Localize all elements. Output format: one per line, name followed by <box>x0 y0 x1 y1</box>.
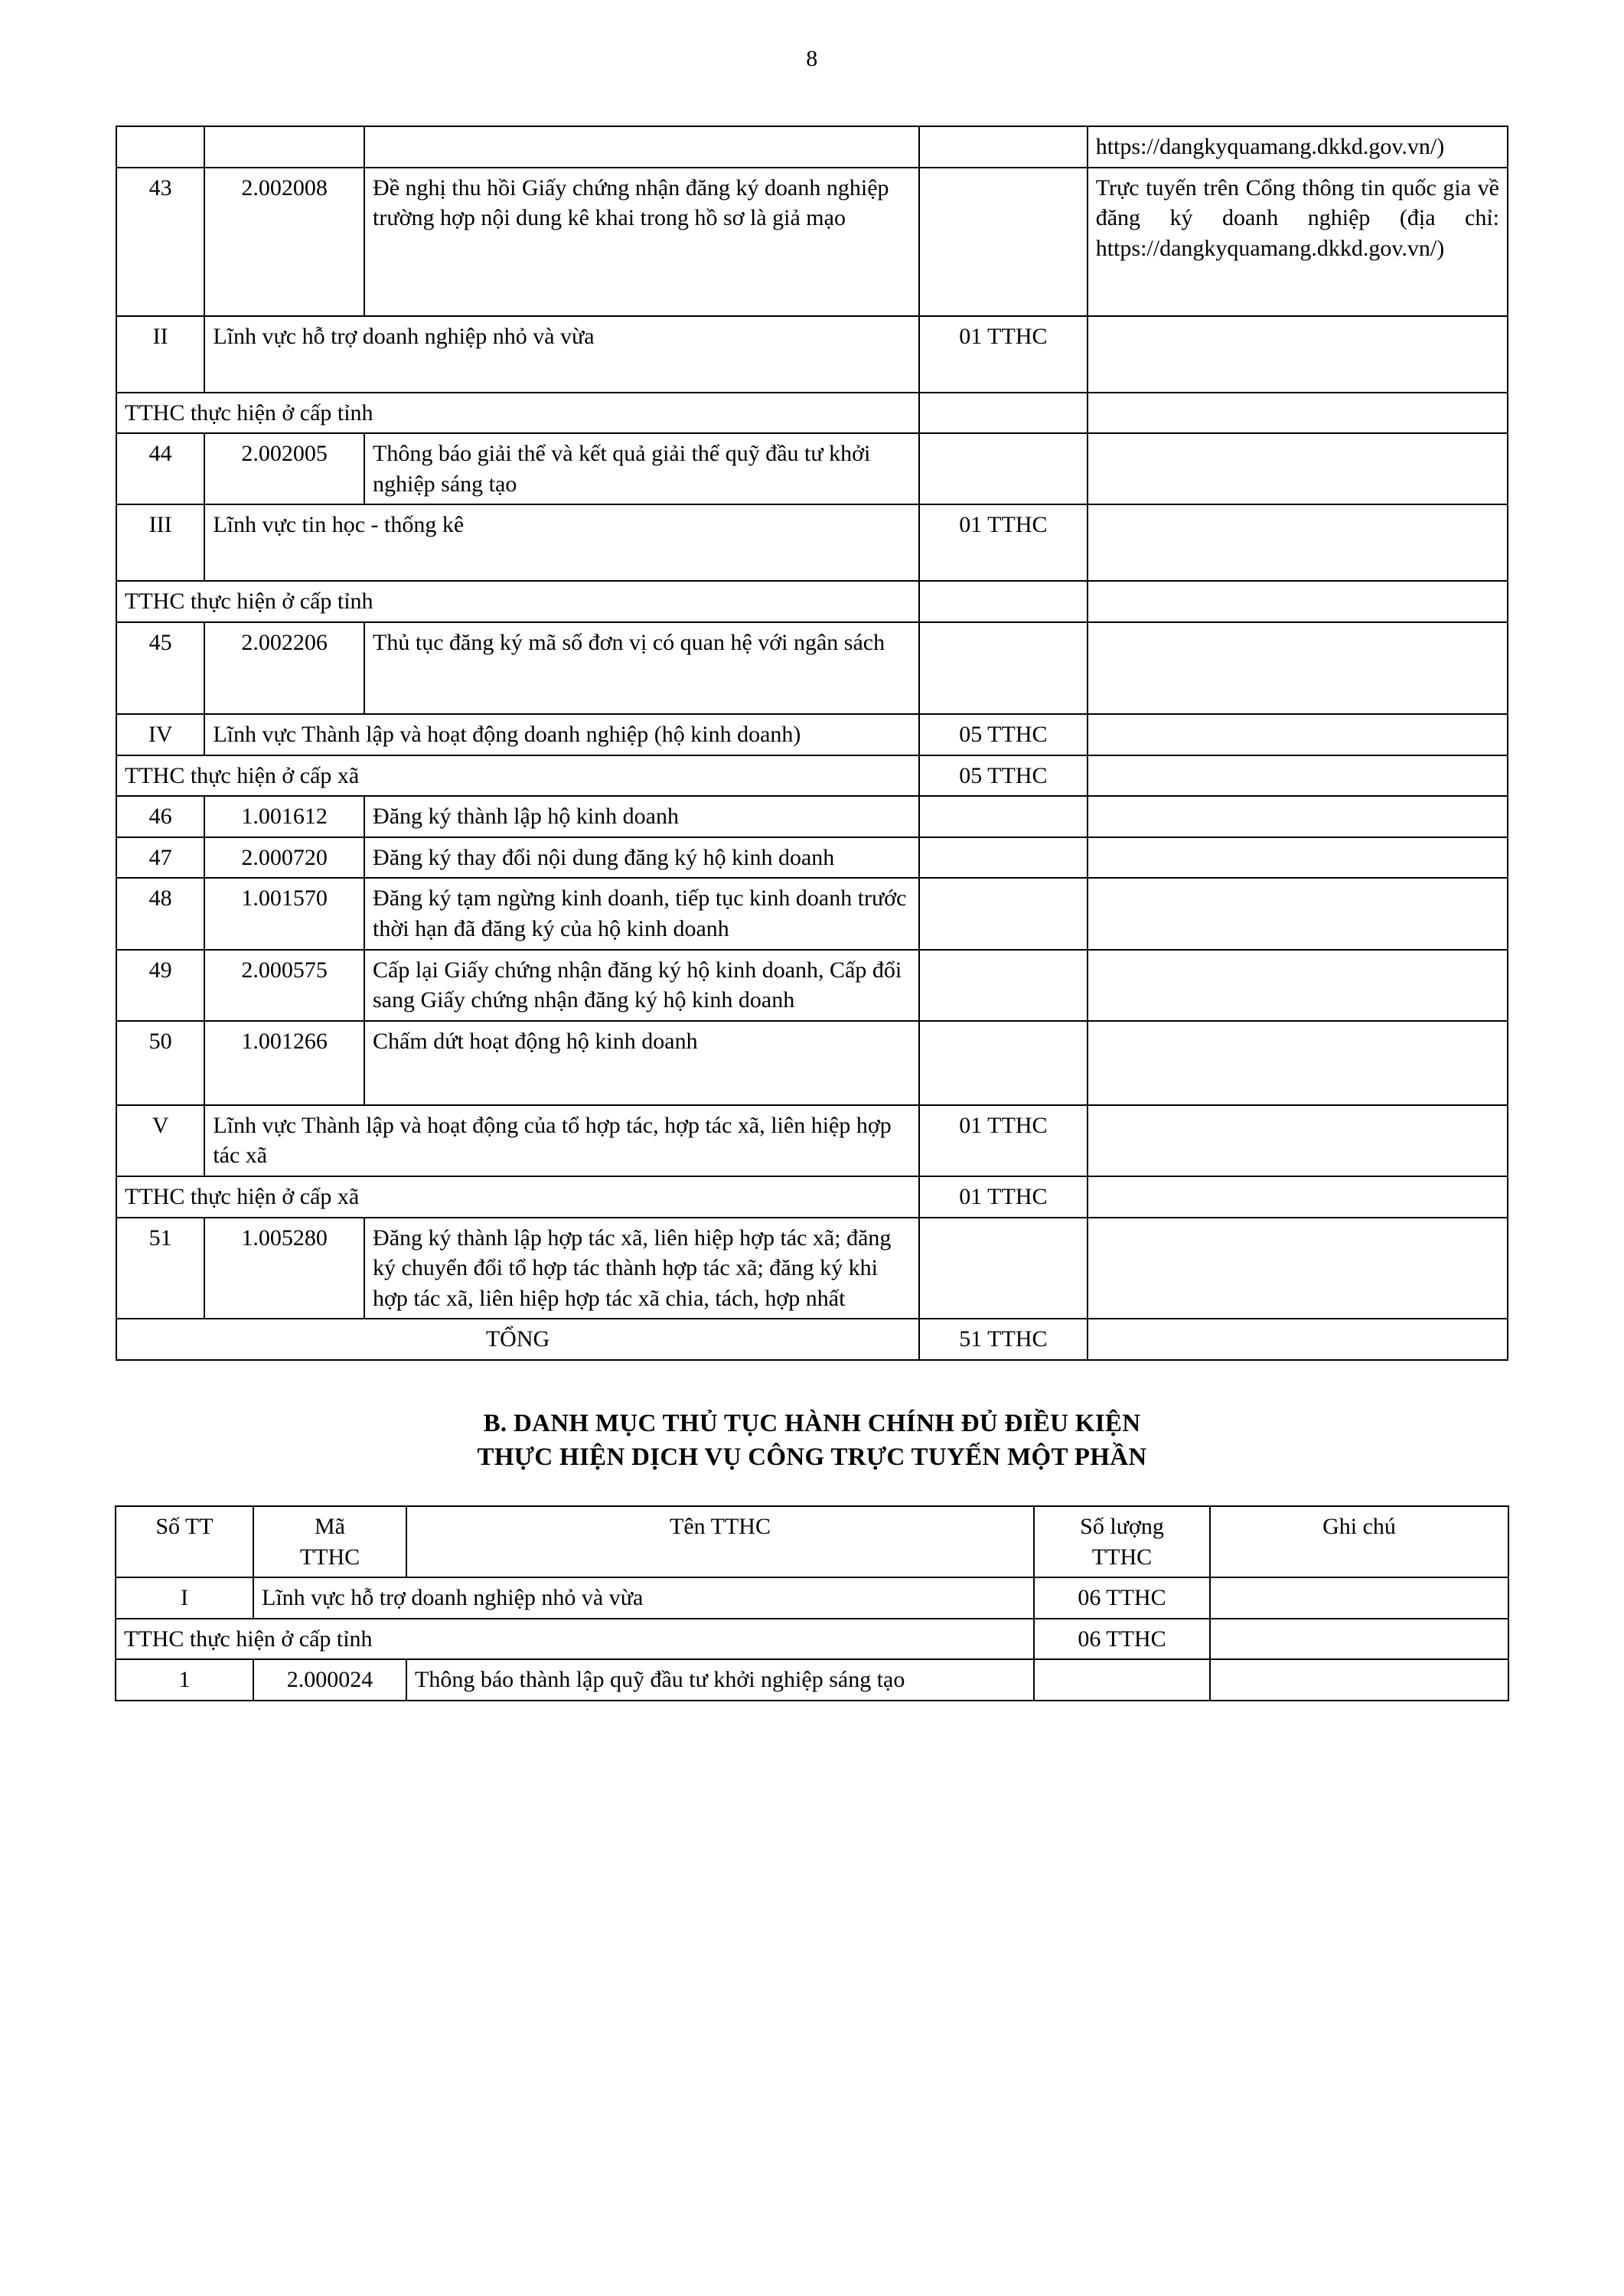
header-soluong-line2: TTHC <box>1091 1544 1153 1570</box>
table-row-level <box>116 1619 1508 1660</box>
cell-soluong <box>919 950 1088 1021</box>
header-soluong-line1: Số lượng <box>1080 1513 1164 1539</box>
cell-ten: Lĩnh vực Thành lập và hoạt động của tổ hợp tác, hợp tác xã, liên hiệp hợp tác xã <box>204 1105 919 1176</box>
cell-ghichu <box>1088 878 1508 949</box>
cell-ten: Đăng ký thành lập hợp tác xã, liên hiệp hợp tác xã; đăng ký chuyển đổi tổ hợp tác thành hợp tác xã; đăng ký khi hợp tác xã, liên hiệp hợp tác xã chia, tách, hợp nhất <box>364 1218 919 1319</box>
cell-stt: 1 <box>116 1659 253 1701</box>
table-row-section <box>116 1577 1508 1619</box>
cell-soluong <box>919 433 1088 504</box>
cell-ten: Lĩnh vực tin học - thống kê <box>204 504 919 581</box>
cell-ten: TTHC thực hiện ở cấp tỉnh <box>116 1619 1034 1660</box>
header-soluong <box>1034 1506 1210 1577</box>
cell-soluong <box>919 1021 1088 1105</box>
table-row <box>116 126 1508 168</box>
header-ten: Tên TTHC <box>406 1506 1034 1577</box>
cell-ma: 2.002008 <box>204 168 364 316</box>
header-ghichu: Ghi chú <box>1210 1506 1508 1577</box>
cell-ten: Thủ tục đăng ký mã số đơn vị có quan hệ với ngân sách <box>364 622 919 714</box>
page-number: 8 <box>806 46 818 71</box>
section-b-title <box>115 1407 1509 1475</box>
cell-soluong: 06 TTHC <box>1034 1619 1210 1660</box>
cell-ghichu <box>1088 433 1508 504</box>
cell-soluong <box>919 796 1088 837</box>
header-ma-line1: Mã <box>315 1513 345 1539</box>
cell-stt: 43 <box>116 168 204 316</box>
cell-ten: TTHC thực hiện ở cấp tỉnh <box>116 581 919 622</box>
header-ma-line2: TTHC <box>299 1544 360 1570</box>
cell-stt: 49 <box>116 950 204 1021</box>
cell-ten: Đăng ký thành lập hộ kinh doanh <box>364 796 919 837</box>
cell-soluong <box>919 168 1088 316</box>
table-row <box>116 622 1508 714</box>
cell-ma: 2.002005 <box>204 433 364 504</box>
cell-stt: 50 <box>116 1021 204 1105</box>
cell-ghichu <box>1088 1218 1508 1319</box>
cell-ten: TTHC thực hiện ở cấp xã <box>116 755 919 797</box>
cell-soluong: 05 TTHC <box>919 755 1088 797</box>
cell-ma: 1.005280 <box>204 1218 364 1319</box>
cell-ghichu <box>1088 796 1508 837</box>
cell-ghichu: Trực tuyến trên Cổng thông tin quốc gia về đăng ký doanh nghiệp (địa chỉ: https://dangkyquamang.dkkd.gov.vn/) <box>1088 168 1508 316</box>
cell-ma: 2.000024 <box>253 1659 406 1701</box>
table-row <box>116 433 1508 504</box>
cell-soluong: 01 TTHC <box>919 1176 1088 1218</box>
cell-ghichu <box>1088 504 1508 581</box>
table-row-level <box>116 755 1508 797</box>
cell-soluong: 06 TTHC <box>1034 1577 1210 1619</box>
cell-soluong <box>919 837 1088 879</box>
cell-total-value: 51 TTHC <box>919 1319 1088 1360</box>
cell-ten: Chấm dứt hoạt động hộ kinh doanh <box>364 1021 919 1105</box>
cell-stt: II <box>116 316 204 393</box>
cell-stt: 46 <box>116 796 204 837</box>
cell-ten: Đăng ký tạm ngừng kinh doanh, tiếp tục kinh doanh trước thời hạn đã đăng ký của hộ kinh doanh <box>364 878 919 949</box>
cell-stt <box>116 126 204 168</box>
cell-ghichu <box>1088 1105 1508 1176</box>
cell-soluong: 05 TTHC <box>919 714 1088 755</box>
table-row-level <box>116 581 1508 622</box>
cell-stt: 45 <box>116 622 204 714</box>
cell-stt: III <box>116 504 204 581</box>
cell-ten: Đăng ký thay đổi nội dung đăng ký hộ kinh doanh <box>364 837 919 879</box>
table-row-level <box>116 393 1508 434</box>
cell-stt: IV <box>116 714 204 755</box>
table-row-level <box>116 1176 1508 1218</box>
table-row <box>116 168 1508 316</box>
cell-ghichu <box>1088 755 1508 797</box>
cell-stt: 47 <box>116 837 204 879</box>
cell-soluong: 01 TTHC <box>919 504 1088 581</box>
table-row-section <box>116 714 1508 755</box>
cell-ghichu <box>1088 837 1508 879</box>
cell-ghichu <box>1210 1659 1508 1701</box>
cell-soluong <box>919 622 1088 714</box>
table-row <box>116 1659 1508 1701</box>
table-row <box>116 878 1508 949</box>
cell-ma: 1.001612 <box>204 796 364 837</box>
cell-stt: 48 <box>116 878 204 949</box>
cell-ghichu <box>1210 1577 1508 1619</box>
cell-ghichu <box>1088 622 1508 714</box>
table-row-section <box>116 316 1508 393</box>
cell-ten: Cấp lại Giấy chứng nhận đăng ký hộ kinh doanh, Cấp đổi sang Giấy chứng nhận đăng ký hộ kinh doanh <box>364 950 919 1021</box>
table-row <box>116 950 1508 1021</box>
cell-stt: 51 <box>116 1218 204 1319</box>
cell-stt: V <box>116 1105 204 1176</box>
cell-ma <box>204 126 364 168</box>
section-b-title-line2: THỰC HIỆN DỊCH VỤ CÔNG TRỰC TUYẾN MỘT PHẦN <box>477 1443 1147 1472</box>
table-row <box>116 1218 1508 1319</box>
cell-ghichu <box>1088 1319 1508 1360</box>
cell-ten: Đề nghị thu hồi Giấy chứng nhận đăng ký doanh nghiệp trường hợp nội dung kê khai trong hồ sơ là giả mạo <box>364 168 919 316</box>
cell-ten: Lĩnh vực hỗ trợ doanh nghiệp nhỏ và vừa <box>204 316 919 393</box>
cell-ten: Thông báo giải thể và kết quả giải thể quỹ đầu tư khởi nghiệp sáng tạo <box>364 433 919 504</box>
tthc-continued-table <box>116 126 1508 1361</box>
cell-ten: Lĩnh vực Thành lập và hoạt động doanh nghiệp (hộ kinh doanh) <box>204 714 919 755</box>
section-b-title-line1: B. DANH MỤC THỦ TỤC HÀNH CHÍNH ĐỦ ĐIỀU KIỆN <box>483 1409 1141 1437</box>
cell-soluong <box>919 878 1088 949</box>
cell-ghichu <box>1088 316 1508 393</box>
cell-soluong <box>919 581 1088 622</box>
table-header-row <box>116 1506 1508 1577</box>
cell-ten: Thông báo thành lập quỹ đầu tư khởi nghiệp sáng tạo <box>406 1659 1034 1701</box>
cell-ten: TTHC thực hiện ở cấp xã <box>116 1176 919 1218</box>
cell-soluong <box>1034 1659 1210 1701</box>
cell-soluong: 01 TTHC <box>919 1105 1088 1176</box>
tthc-partial-online-table <box>115 1505 1509 1701</box>
cell-ghichu <box>1210 1619 1508 1660</box>
cell-ghichu <box>1088 950 1508 1021</box>
cell-soluong: 01 TTHC <box>919 316 1088 393</box>
cell-soluong <box>919 393 1088 434</box>
table-row-total <box>116 1319 1508 1360</box>
cell-soluong <box>919 1218 1088 1319</box>
cell-soluong <box>919 126 1088 168</box>
cell-stt: I <box>116 1577 253 1619</box>
table-row <box>116 796 1508 837</box>
cell-ma: 1.001570 <box>204 878 364 949</box>
header-stt: Số TT <box>116 1506 253 1577</box>
cell-ma: 1.001266 <box>204 1021 364 1105</box>
table-row <box>116 837 1508 879</box>
cell-ten: TTHC thực hiện ở cấp tỉnh <box>116 393 919 434</box>
cell-ghichu <box>1088 1021 1508 1105</box>
cell-stt: 44 <box>116 433 204 504</box>
cell-total-label: TỔNG <box>116 1319 919 1360</box>
table-row-section <box>116 1105 1508 1176</box>
header-ma <box>253 1506 406 1577</box>
cell-ma: 2.000575 <box>204 950 364 1021</box>
cell-ma: 2.002206 <box>204 622 364 714</box>
cell-ghichu <box>1088 581 1508 622</box>
table-row-section <box>116 504 1508 581</box>
table-row <box>116 1021 1508 1105</box>
cell-ten <box>364 126 919 168</box>
cell-ten: Lĩnh vực hỗ trợ doanh nghiệp nhỏ và vừa <box>253 1577 1034 1619</box>
cell-ghichu <box>1088 393 1508 434</box>
cell-ghichu <box>1088 714 1508 755</box>
cell-ma: 2.000720 <box>204 837 364 879</box>
cell-ghichu <box>1088 1176 1508 1218</box>
cell-ghichu: https://dangkyquamang.dkkd.gov.vn/) <box>1088 126 1508 168</box>
